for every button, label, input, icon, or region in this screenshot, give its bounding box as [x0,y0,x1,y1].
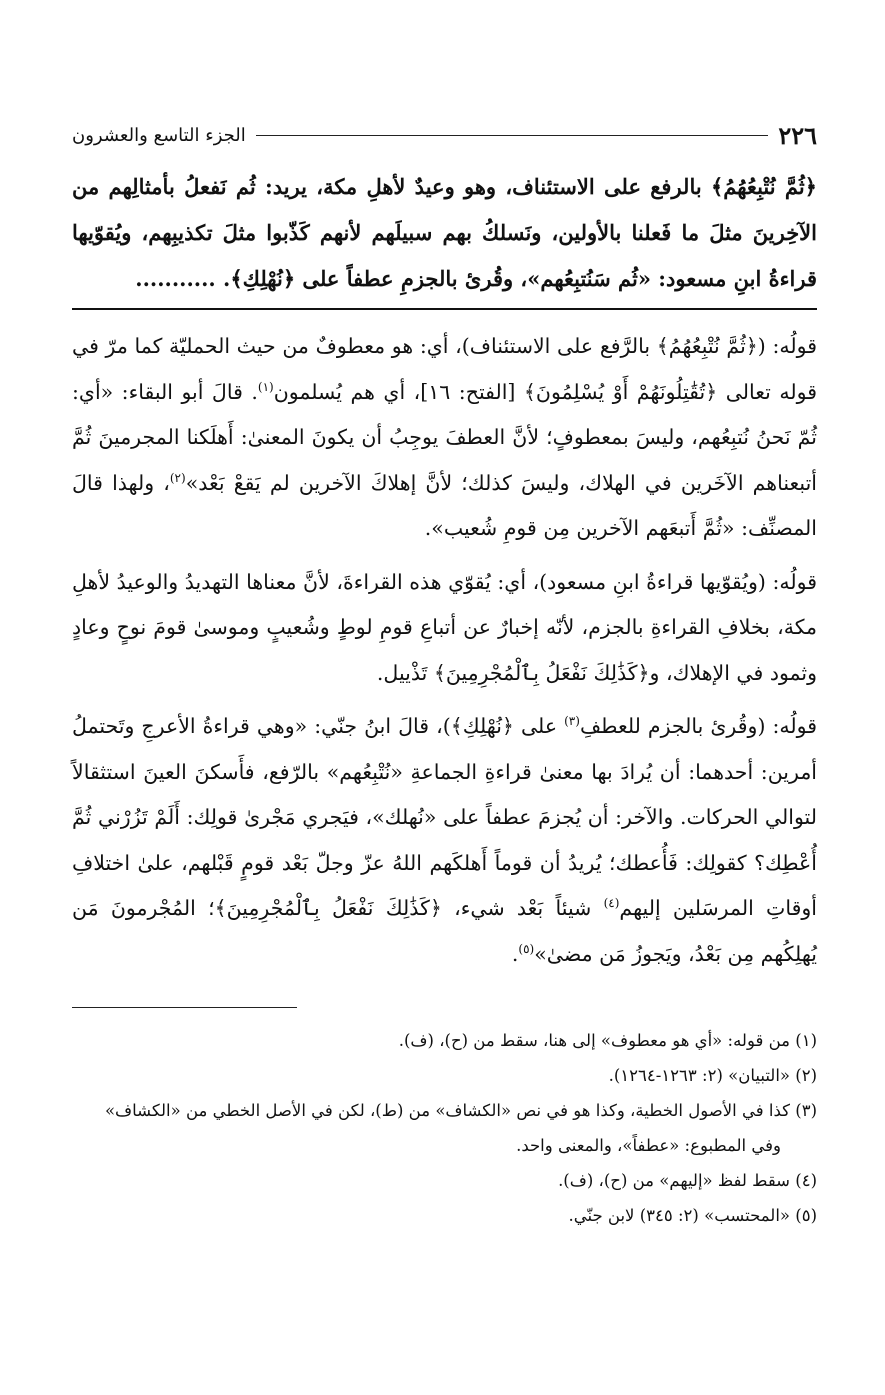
commentary [72,324,817,977]
commentary-paragraph [72,560,817,697]
footnote-ref: (٤) [603,896,620,911]
commentary-text: قولُه: (وقُرئ بالجزم للعطفِ [579,714,818,738]
footnote-2: (٢) «التبيان» (٢: ١٢٦٣-١٢٦٤). [608,1066,817,1085]
commentary-text: على ﴿نُهْلِكِ﴾)، قالَ ابنُ جنّي: «وهي قراءةُ الأعرجِ وتَحتملُ أمرين: أحدهما: أن يُرادَ بها معنىٰ قراءةِ الجماعةِ «نُتْبِعُهم» بالرّفع، فأَسكنَ العينَ استثقالاً لتوالي الحركات. والآخر: أن يُجزمَ عطفاً على «نُهلك»، فيَجري مَجْرىٰ قولِك: أَلَمْ تَزُرْني ثُمَّ أُعْطِك؟ كقولِك: فَأُعطك؛ يُريدُ أن قوماً أَهلكَهم اللهُ عزّ وجلّ بَعْد قومٍ قَبْلهم، علىٰ اختلافِ أوقاتِ المرسَلين إليهم [72,714,817,920]
commentary-text: قولُه: (ويُقوّيها قراءةُ ابنِ مسعود)، أي: يُقوّي هذه القراءةَ، لأنَّ معناها التهديدُ والوعيدُ لأهلِ مكة، بخلافِ القراءةِ بالجزم، لأنّه إخبارٌ عن أتباعِ قومِ لوطٍ وشُعيبٍ وموسىٰ قومَ نوحٍ وعادٍ وثمود في الإهلاك، و﴿كَذَٰلِكَ نَفْعَلُ بِٱلْمُجْرِمِينَ﴾ تَذْييل. [72,569,817,685]
page-number: ٢٢٦ [778,120,817,150]
commentary-text: ، ولهذا قالَ المصنِّف: «ثُمَّ أَتبعَهم الآخرين مِن قومِ شُعيب». [72,470,817,540]
footnote-rule [72,1007,297,1008]
footnote-ref: (٥) [518,941,535,956]
commentary-text: قولُه: (﴿ثُمَّ نُتْبِعُهُمُ﴾ بالرَّفع على الاستئناف)، أي: هو معطوفٌ من حيث الحمليّة كما مرّ في قوله تعالى ﴿تُقَٰتِلُونَهُمْ أَوْ يُسْلِمُونَ﴾ [الفتح: ١٦]، أي هم يُسلمون [72,334,818,404]
footnote-ref: (٣) [564,714,580,729]
matn-divider [72,308,817,310]
commentary-text: . [511,941,519,966]
header-rule [256,135,769,136]
footnote-3: (٣) كذا في الأصول الخطية، وكذا هو في نص «الكشاف» من (ط)، لكن في الأصل الخطي من «الكشاف» [104,1101,817,1120]
document-page [72,118,817,1233]
footnote-5: (٥) «المحتسب» (٢: ٣٤٥) لابن جنّي. [568,1206,817,1225]
matn-text: ﴿ثُمَّ نُتْبِعُهُمُ﴾ بالرفع على الاستئناف، وهو وعيدٌ لأهلِ مكة، يريد: ثُم نَفعلُ بأمثالِهم من الآخِرينَ مثلَ ما فَعلنا بالأولين، ونَسلكُ بهم سبيلَهم لأنهم كَذّبوا مثلَ تكذيبِهم، ويُقوّيها قراءةُ ابنِ مسعود: «ثُم سَنُتبِعُهم»، وقُرئ بالجزمِ عطفاً على ﴿نُهْلِكِ﴾. ........... [72,174,817,291]
footnote-1: (١) من قوله: «أي هو معطوف» إلى هنا، سقط من (ح)، (ف). [398,1031,817,1050]
footnote-ref: (٢) [169,470,186,485]
footnote-ref: (١) [257,379,274,394]
footnote-3-continued: وفي المطبوع: «عطفاً»، والمعنى واحد. [516,1136,781,1155]
running-title: الجزء التاسع والعشرون [72,124,246,146]
footnote-separator [72,985,817,1023]
footnote-4: (٤) سقط لفظ «إليهم» من (ح)، (ف). [558,1171,817,1190]
commentary-text: شيئاً بَعْد شيء، ﴿كَذَٰلِكَ نَفْعَلُ بِٱلْمُجْرِمِينَ﴾؛ المُجْرمونَ مَن يُهلِكُهم مِن بَعْدُ، ويَجوزُ مَن مضىٰ» [72,896,817,966]
footnotes [72,1023,817,1233]
commentary-paragraph [72,704,817,977]
commentary-text: . قالَ أبو البقاء: «أي: ثُمّ نَحنُ نُتبِعُهم، وليسَ بمعطوفٍ؛ لأنَّ العطفَ يوجِبُ أن يكونَ المعنىٰ: أَهلَكنا المجرمينَ ثُمَّ أتبعناهم الآخَرين في الهلاك، وليسَ كذلك؛ لأنَّ إهلاكَ الآخرين لم يَقعْ بَعْد» [72,379,817,495]
running-header [72,118,817,152]
commentary-paragraph [72,324,817,552]
